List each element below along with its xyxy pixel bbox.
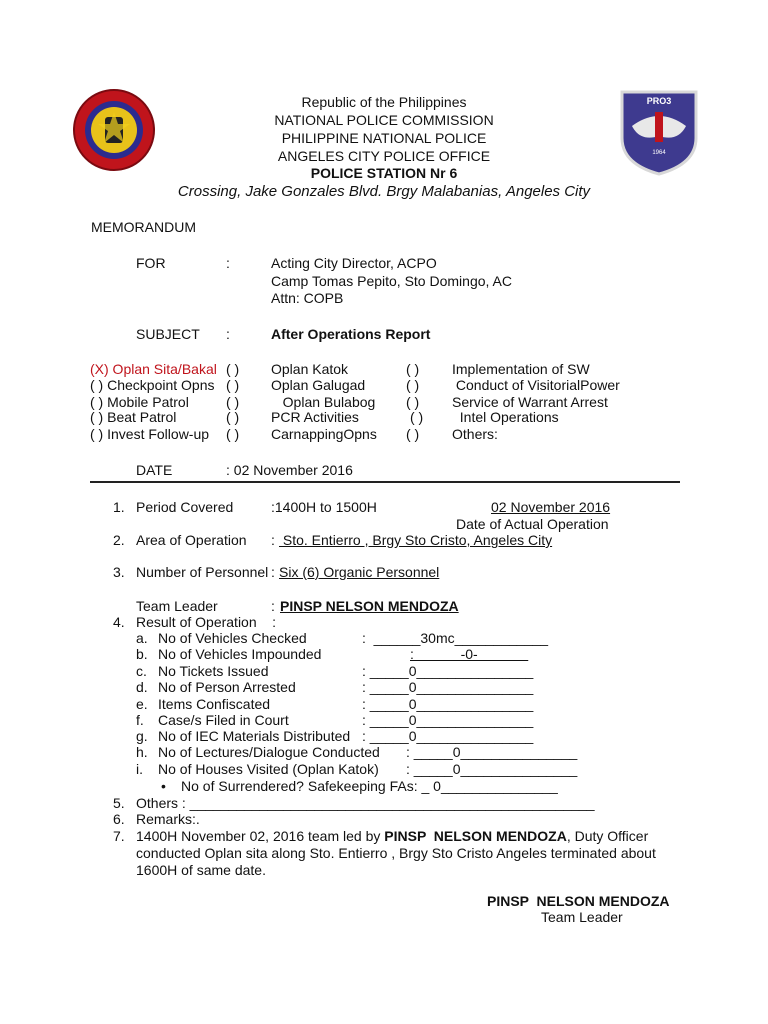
area-colon: :	[271, 532, 275, 548]
checkbox: ( )	[226, 377, 240, 393]
checkbox: ( )	[406, 361, 420, 377]
svg-text:1964: 1964	[652, 150, 666, 156]
checklist-item: ( ) Invest Follow-up	[90, 426, 210, 442]
leader-label: Team Leader	[136, 598, 218, 614]
signature-title: Team Leader	[541, 909, 623, 925]
result-label: No of Lectures/Dialogue Conducted	[158, 744, 380, 760]
result-label: No Tickets Issued	[158, 663, 269, 679]
result-value: : _____0_______________	[406, 761, 578, 777]
checklist-item: Oplan Bulabog	[271, 394, 376, 410]
subject-colon: :	[226, 326, 230, 342]
checklist-item: PCR Activities	[271, 409, 359, 425]
date-label: DATE	[136, 462, 173, 478]
checklist-item: Implementation of SW	[452, 361, 590, 377]
checklist-item: Conduct of VisitorialPower	[452, 377, 620, 393]
result-letter: c.	[136, 663, 147, 679]
header-napolcom: NATIONAL POLICE COMMISSION	[274, 112, 494, 128]
for-colon: :	[226, 255, 230, 271]
personnel-colon: :	[271, 564, 275, 580]
leader-colon: :	[271, 598, 275, 614]
checklist-item: ( ) Checkpoint Opns	[90, 377, 215, 393]
result-letter: b.	[136, 646, 148, 662]
narrative-line2: conducted Oplan sita along Sto. Entierro , Brgy Sto Cristo Angeles terminated about	[136, 845, 656, 861]
checklist-item: CarnappingOpns	[271, 426, 377, 442]
period-date-caption: Date of Actual Operation	[456, 516, 609, 532]
result-value: : ______30mc____________	[362, 630, 549, 646]
personnel-value: Six (6) Organic Personnel	[279, 564, 440, 580]
signature-name: PINSP NELSON MENDOZA	[487, 893, 670, 909]
item-number: 7.	[113, 828, 125, 844]
for-line2: Camp Tomas Pepito, Sto Domingo, AC	[271, 273, 512, 289]
narrative-line3: 1600H of same date.	[136, 862, 266, 878]
result-value: : _____0_______________	[362, 712, 534, 728]
checklist-item: Service of Warrant Arrest	[452, 394, 608, 410]
checkbox: ( )	[226, 361, 240, 377]
result-letter: e.	[136, 696, 148, 712]
result-label: No of Person Arrested	[158, 679, 296, 695]
checkbox: ( )	[406, 377, 420, 393]
surrendered-line: No of Surrendered? Safekeeping FAs: _ 0_______________	[181, 778, 558, 794]
checkbox: ( )	[406, 426, 420, 442]
checklist-item: Intel Operations	[452, 409, 559, 425]
header-station: POLICE STATION Nr 6	[310, 165, 458, 181]
checkbox: ( )	[226, 394, 240, 410]
checklist-item: ( ) Mobile Patrol	[90, 394, 189, 410]
result-label: No of IEC Materials Distributed	[158, 728, 351, 744]
header-address: Crossing, Jake Gonzales Blvd. Brgy Malabanias, Angeles City	[177, 183, 591, 200]
for-line1: Acting City Director, ACPO	[271, 255, 437, 271]
bullet-icon: •	[161, 778, 166, 794]
checklist-item: Oplan Galugad	[271, 377, 366, 393]
result-label: No of Houses Visited (Oplan Katok)	[158, 761, 379, 777]
checklist-item: ( ) Beat Patrol	[90, 409, 177, 425]
header-republic: Republic of the Philippines	[301, 94, 467, 110]
checkbox: ( )	[226, 409, 240, 425]
for-label: FOR	[136, 255, 166, 271]
result-value: : _____0_______________	[362, 728, 534, 744]
checkbox: ( )	[410, 409, 424, 425]
checklist-item: (X) Oplan Sita/Bakal	[90, 361, 217, 377]
remarks-label: Remarks:.	[136, 811, 200, 827]
for-line3: Attn: COPB	[271, 290, 344, 306]
result-label: No of Vehicles Impounded	[158, 646, 322, 662]
narrative-text: , Duty Officer	[566, 828, 649, 844]
result-value: : -0-	[410, 646, 529, 662]
memo-title: MEMORANDUM	[91, 219, 196, 235]
divider-line	[90, 481, 680, 483]
checklist-item: Others:	[452, 426, 498, 442]
checkbox: ( )	[406, 394, 420, 410]
area-label: Area of Operation	[136, 532, 247, 548]
svg-text:PRO3: PRO3	[646, 96, 672, 106]
date-value: : 02 November 2016	[226, 462, 353, 478]
personnel-label: Number of Personnel	[136, 564, 269, 580]
item-number: 3.	[113, 564, 125, 580]
item-number: 5.	[113, 795, 125, 811]
result-letter: i.	[136, 761, 143, 777]
result-letter: g.	[136, 728, 148, 744]
item-number: 1.	[113, 499, 125, 515]
result-label: Result of Operation :	[136, 614, 277, 630]
result-value: : _____0_______________	[362, 663, 534, 679]
subject-value: After Operations Report	[271, 326, 431, 342]
period-value: :1400H to 1500H	[271, 499, 377, 515]
result-letter: a.	[136, 630, 148, 646]
item-number: 6.	[113, 811, 125, 827]
checkbox: ( )	[226, 426, 240, 442]
period-label: Period Covered	[136, 499, 234, 515]
leader-value: PINSP NELSON MENDOZA	[280, 598, 459, 614]
narrative-officer: PINSP NELSON MENDOZA	[384, 828, 567, 844]
result-letter: f.	[136, 712, 144, 728]
result-value: : _____0_______________	[406, 744, 578, 760]
result-label: No of Vehicles Checked	[158, 630, 307, 646]
area-value: Sto. Entierro , Brgy Sto Cristo, Angeles City	[279, 532, 553, 548]
subject-label: SUBJECT	[136, 326, 200, 342]
item-number: 4.	[113, 614, 125, 630]
narrative-line1	[136, 828, 648, 845]
item-number: 2.	[113, 532, 125, 548]
checklist-item: Oplan Katok	[271, 361, 349, 377]
others-line: Others : ____________________________________________________	[136, 795, 595, 811]
header-pnp: PHILIPPINE NATIONAL POLICE	[281, 130, 487, 146]
result-value: : _____0_______________	[362, 679, 534, 695]
result-value: : _____0_______________	[362, 696, 534, 712]
narrative-text: 1400H November 02, 2016 team led by	[136, 828, 385, 844]
header-acpo: ANGELES CITY POLICE OFFICE	[277, 148, 491, 164]
result-label: Items Confiscated	[158, 696, 271, 712]
period-date: 02 November 2016	[491, 499, 611, 515]
result-label: Case/s Filed in Court	[158, 712, 289, 728]
result-letter: d.	[136, 679, 148, 695]
result-letter: h.	[136, 744, 148, 760]
